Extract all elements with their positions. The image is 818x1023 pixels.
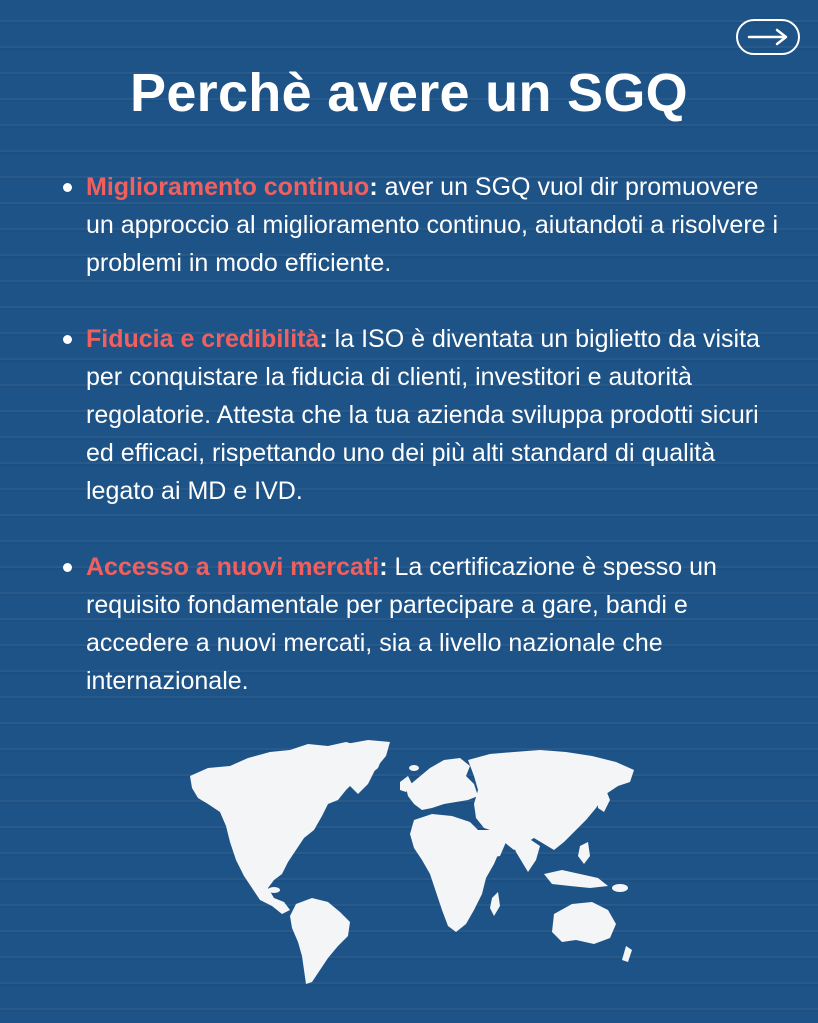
island-shape xyxy=(268,887,280,893)
bullet-heading: Fiducia e credibilità xyxy=(86,325,320,353)
philippines-shape xyxy=(578,842,590,864)
bullet-text: aver un SGQ vuol dir promuovere un approccio al miglioramento continuo, aiutandoti a risolvere i problemi in modo efficiente. xyxy=(86,173,779,277)
madagascar-shape xyxy=(490,892,500,916)
bullet-icon xyxy=(63,335,72,344)
bullet-separator: : xyxy=(379,553,388,581)
indonesia-shape xyxy=(544,870,608,888)
page-title: Perchè avere un SGQ xyxy=(130,63,688,123)
island-shape xyxy=(409,765,419,771)
list-item xyxy=(60,168,780,282)
bullet-separator: : xyxy=(319,325,328,353)
australia-shape xyxy=(552,902,616,944)
bullet-heading: Accesso a nuovi mercati xyxy=(86,553,380,581)
bullet-text: la ISO è diventata un biglietto da visita per conquistare la fiducia di clienti, investitori e autorità regolatorie. Attesta che la tua azienda sviluppa prodotti sicuri ed efficaci, rispettando uno dei più alti standard di qualità legato ai MD e IVD. xyxy=(86,325,760,505)
arrow-right-icon xyxy=(747,28,789,46)
benefits-list xyxy=(60,168,780,700)
india-shape xyxy=(512,838,540,872)
bullet-text: La certificazione è spesso un requisito fondamentale per partecipare a gare, bandi e accedere a nuovi mercati, sia a livello nazionale che internazionale. xyxy=(86,553,717,695)
world-map-icon xyxy=(178,738,640,988)
bullet-heading: Miglioramento continuo xyxy=(86,173,370,201)
new-zealand-shape xyxy=(622,946,632,962)
list-item xyxy=(60,320,780,510)
island-shape xyxy=(612,884,628,892)
list-item xyxy=(60,548,780,700)
bullet-separator: : xyxy=(369,173,378,201)
bullet-icon xyxy=(63,563,72,572)
next-button[interactable] xyxy=(736,19,800,55)
south-america-shape xyxy=(290,898,350,984)
bullet-icon xyxy=(63,183,72,192)
